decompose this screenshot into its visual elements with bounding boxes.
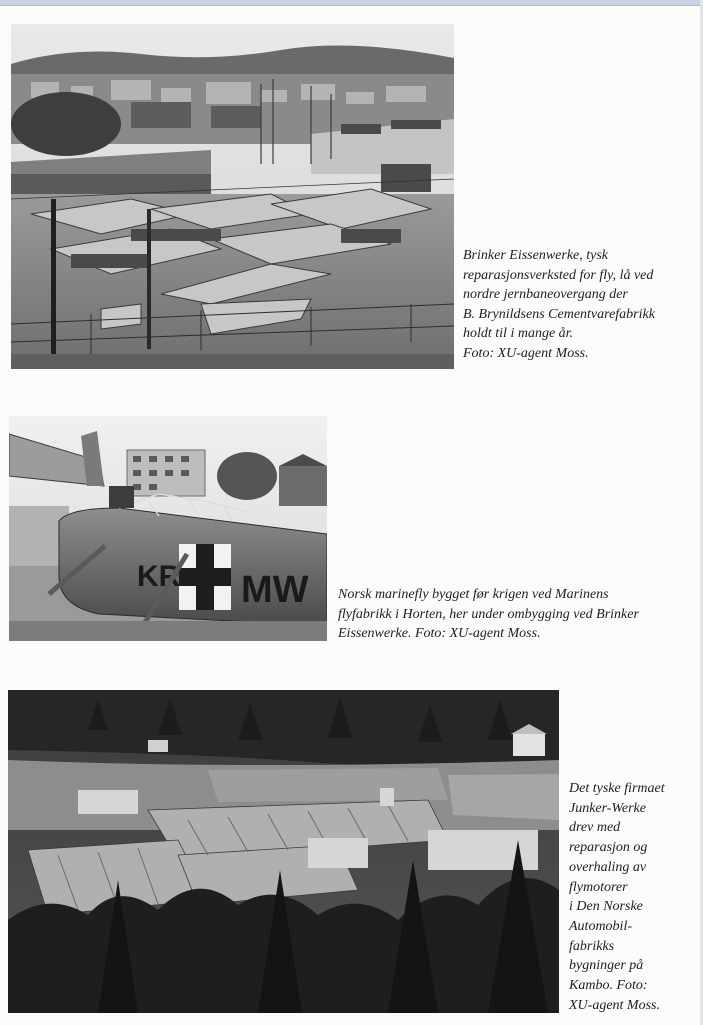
caption-line: reparasjonsverksted for fly, lå ved	[463, 267, 654, 283]
caption-line: Automobil-	[569, 918, 632, 934]
caption-line: flymotorer	[569, 879, 628, 895]
aerial-factory-illustration	[8, 690, 559, 1013]
window-top-bar	[0, 0, 703, 6]
caption-line: i Den Norske	[569, 899, 643, 915]
junker-werke-caption	[569, 779, 665, 1015]
caption-line: drev med	[569, 820, 621, 836]
caption-line: Brinker Eissenwerke, tysk	[463, 248, 609, 263]
repair-yard-illustration	[11, 24, 454, 369]
caption-line: bygninger på	[569, 958, 644, 974]
fuselage-code-left: KR	[137, 560, 181, 593]
seaplane-illustration	[9, 416, 327, 641]
caption-line: Foto: XU-agent Moss.	[463, 345, 589, 361]
seaplane-fuselage-photo	[9, 416, 327, 641]
caption-line: Eissenwerke. Foto: XU-agent Moss.	[338, 626, 541, 641]
caption-line: B. Brynildsens Cementvarefabrikk	[463, 306, 655, 322]
repair-yard-caption	[463, 246, 655, 363]
caption-line: Det tyske firmaet	[569, 781, 665, 796]
fuselage-code-right: MW	[241, 569, 309, 611]
caption-line: Kambo. Foto:	[569, 978, 648, 994]
caption-line: Norsk marinefly bygget før krigen ved Marinens	[338, 587, 609, 602]
caption-line: flyfabrikk i Horten, her under ombygging ved Brinker	[338, 606, 639, 622]
caption-line: overhaling av	[569, 859, 647, 875]
aircraft-wreckage-repair-yard-photo	[11, 24, 454, 369]
junker-werke-aerial-photo	[8, 690, 559, 1013]
caption-line: reparasjon og	[569, 840, 648, 856]
caption-line: holdt til i mange år.	[463, 326, 574, 341]
caption-line: fabrikks	[569, 938, 615, 954]
seaplane-caption	[338, 585, 639, 644]
caption-line: XU-agent Moss.	[569, 997, 660, 1013]
caption-line: nordre jernbaneovergang der	[463, 287, 628, 302]
caption-line: Junker-Werke	[569, 800, 646, 816]
